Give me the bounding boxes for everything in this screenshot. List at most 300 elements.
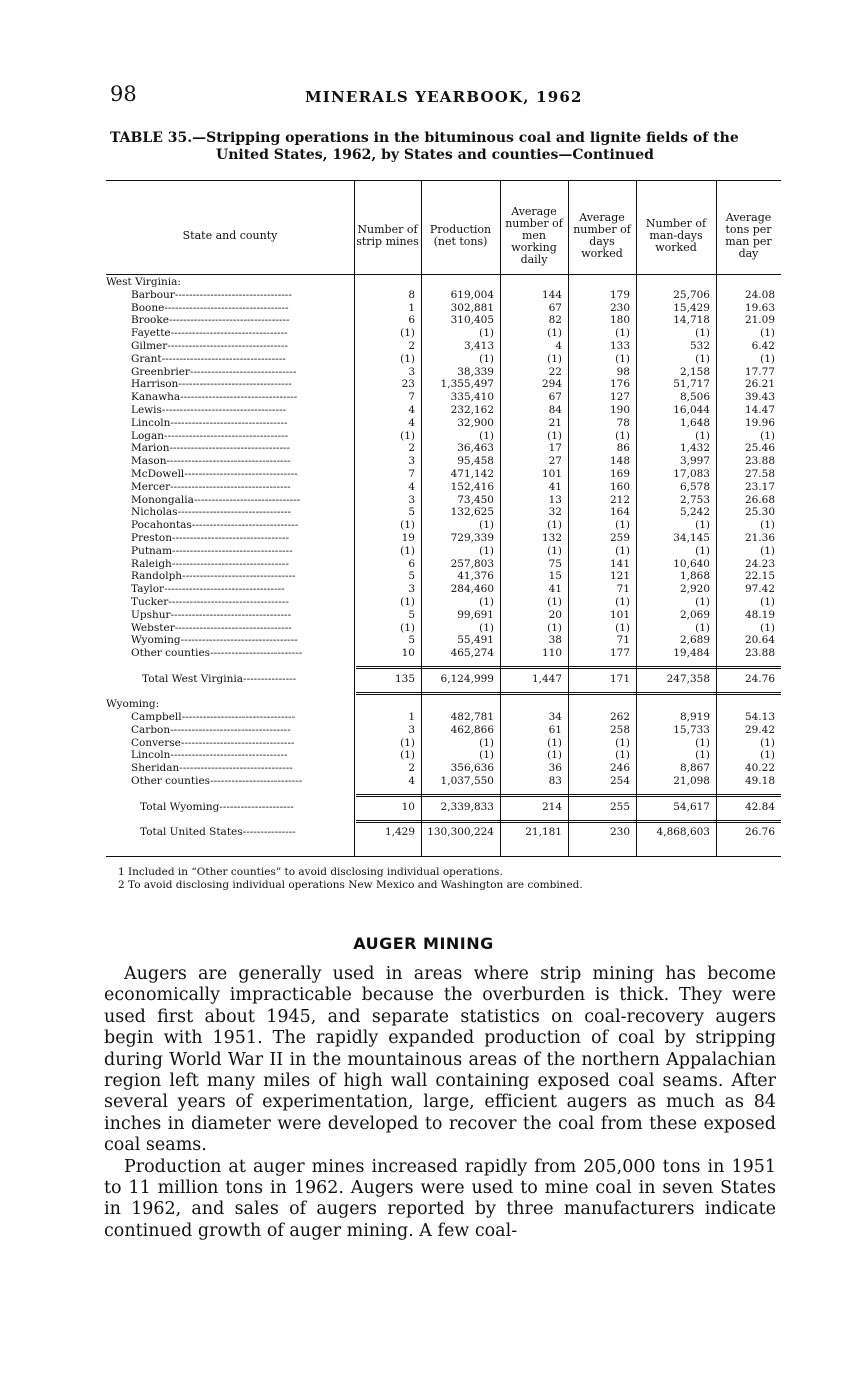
table-cell: 2,689 [679,634,710,647]
table-cell: (1) [400,749,415,762]
table-cell: (1) [547,544,562,557]
table-cell: 36 [548,762,562,775]
table-cell: 5 [408,634,415,647]
table-cell: Harrison-------------------------------- [131,378,292,391]
table-cell: Campbell-------------------------------- [131,711,296,724]
table-cell: 5,242 [679,506,710,519]
table-cell: 14.47 [744,403,775,416]
table-cell: Grant----------------------------------- [131,352,286,365]
table-cell: 258 [609,723,630,736]
table-cell: 17,083 [673,467,710,480]
table-cell: (1) [695,595,710,608]
table-cell: Wyoming: [106,698,160,711]
table-cell: (1) [547,352,562,365]
table-cell: 61 [548,723,562,736]
footnote: 2 To avoid disclosing individual operations New Mexico and Washington are combined. [118,879,583,891]
total-separator-rule [356,692,781,695]
table-cell: 1,868 [679,570,710,583]
table-cell: 34 [548,711,562,724]
table-cell: 19.63 [744,301,775,314]
table-cell: 95,458 [457,455,494,468]
table-cell: 110 [541,647,562,660]
table-cell: 135 [394,672,415,685]
table-cell: Greenbrier------------------------------ [131,365,297,378]
table-cell: West Virginia: [106,276,181,288]
table-cell: 141 [609,557,630,570]
table-cell: Taylor---------------------------------- [131,583,285,596]
col-days-worked [568,276,636,839]
table-cell: Total Wyoming--------------------- [140,800,294,813]
table-cell: (1) [615,352,630,365]
table-cell: 78 [616,416,630,429]
table-cell: Converse-------------------------------- [131,736,295,749]
table-cell: 19,484 [673,647,710,660]
table-cell: 247,358 [666,672,710,685]
table-cell: 230 [609,301,630,314]
table-cell: (1) [760,429,775,442]
table-cell: 729,339 [450,531,494,544]
table-cell: (1) [479,429,494,442]
header-col-state-county: State and county [182,229,278,242]
table-cell: 254 [609,775,630,788]
table-cell: 27 [548,455,562,468]
table-cell: (1) [760,749,775,762]
table-cell: 1 [408,711,415,724]
table-cell: 99,691 [457,608,494,621]
table-cell: Brooke---------------------------------- [131,314,290,327]
table-cell: Wyoming--------------------------------- [131,634,298,647]
table-title [110,130,790,164]
table-cell: 20 [548,608,562,621]
table-cell: (1) [615,595,630,608]
table-cell: (1) [479,519,494,532]
table-cell: Sheridan-------------------------------- [131,762,293,775]
paragraph: Augers are generally used in areas where strip mining has become economically impracticable because the overburden is thick. They were used first about 1945, and separate statistics on coal-recovery augers begin with 1951. The rapidly expanded production of coal by stripping during World War II in the mountainous areas of the northern Appalachian region left many miles of high wall containing exposed coal seams. After several years of experimentation, large, efficient augers as much as 84 inches in diameter were developed to recover the coal from these exposed coal seams. [104,964,776,1156]
footnote: 1 Included in “Other counties” to avoid disclosing individual operations. [118,866,503,878]
table-cell: 482,781 [450,711,494,724]
table-cell: 3 [408,493,415,506]
table-cell: (1) [547,621,562,634]
table-cell: 257,803 [450,557,494,570]
table-title-line1: TABLE 35.—Stripping operations in the bituminous coal and lignite fields of the [110,130,739,146]
table-cell: 2,920 [679,583,710,596]
table-cell: 8,506 [679,391,710,404]
table-cell: 284,460 [450,583,494,596]
table-cell: (1) [695,749,710,762]
table-cell: Randolph-------------------------------- [131,570,296,583]
table-cell: Logan----------------------------------- [131,429,289,442]
table-cell: 7 [408,467,415,480]
table-cell: (1) [695,736,710,749]
table-cell: (1) [547,749,562,762]
table-cell: 55,491 [457,634,494,647]
table-cell: (1) [760,327,775,340]
table-cell: 212 [609,493,630,506]
table-cell: 164 [609,506,630,519]
table-cell: 6 [408,557,415,570]
table-cell: (1) [760,352,775,365]
table-cell: 121 [609,570,630,583]
table-cell: 5 [408,506,415,519]
table-cell [568,698,636,711]
header-col-tons-per-man: Average tons per man per day [725,211,772,260]
table-cell [354,698,421,711]
table-cell [500,698,568,711]
table-cell: 21.36 [744,531,775,544]
table-cell: (1) [479,595,494,608]
table-cell: 7 [408,391,415,404]
table-cell: 54.13 [744,711,775,724]
table-cell: 17 [548,442,562,455]
table-cell: (1) [695,544,710,557]
table-cell: Mason----------------------------------- [131,455,291,468]
table-cell: 230 [609,826,630,839]
table-cell: 1,447 [531,672,562,685]
table-cell: 171 [609,672,630,685]
table-cell: 5 [408,608,415,621]
table-cell: Webster--------------------------------- [131,621,292,634]
table-cell: 34,145 [673,531,710,544]
table-cell: 3 [408,723,415,736]
table-cell: 2,158 [679,365,710,378]
table-cell: (1) [760,736,775,749]
table-cell: 246 [609,762,630,775]
table-cell: 152,416 [450,480,494,493]
table-cell: (1) [400,327,415,340]
table-cell: Fayette--------------------------------- [131,327,288,340]
table-cell: 82 [548,314,562,327]
table-cell: 262 [609,711,630,724]
table-cell: 8,867 [679,762,710,775]
table-cell: 465,274 [450,647,494,660]
table-cell: 49.18 [744,775,775,788]
table-cell: 177 [609,647,630,660]
table-cell: 32 [548,506,562,519]
table-cell: Nicholas-------------------------------- [131,506,292,519]
table-cell: Marion---------------------------------- [131,442,291,455]
table-cell: 23.17 [744,480,775,493]
table-cell: Other counties-------------------------- [131,775,303,788]
table-cell: 2 [408,762,415,775]
table-cell: 6 [408,314,415,327]
table-cell: 19 [401,531,415,544]
table-cell: Lincoln--------------------------------- [131,749,288,762]
table-cell [106,660,354,673]
table-cell: 38,339 [457,365,494,378]
table-cell: 15,429 [673,301,710,314]
total-separator-rule [356,820,781,823]
table-cell [636,698,716,711]
paragraph: Production at auger mines increased rapidly from 205,000 tons in 1951 to 11 million tons in 1962. Augers were used to mine coal in seven States in 1962, and sales of augers reported by three manufacturers indicate continued growth of auger mining. A few coal- [104,1156,776,1241]
table-cell: 2 [408,442,415,455]
data-table [106,176,781,860]
table-cell: Preston--------------------------------- [131,531,290,544]
table-cell: (1) [400,352,415,365]
col-production [421,276,500,839]
table-cell: 130,300,224 [427,826,494,839]
table-cell: (1) [695,621,710,634]
table-cell: McDowell-------------------------------- [131,467,298,480]
table-cell: Putnam---------------------------------- [131,544,293,557]
table-cell: 3 [408,455,415,468]
table-cell: 310,405 [450,314,494,327]
total-separator-rule [356,794,781,797]
table-cell: 10,640 [673,557,710,570]
table-cell: 5 [408,570,415,583]
col-strip-mines [354,276,421,839]
table-cell: 190 [609,403,630,416]
table-cell: 22 [548,365,562,378]
table-cell: 24.23 [744,557,775,570]
table-cell: 27.58 [744,467,775,480]
table-cell: 132,625 [450,506,494,519]
header-col-days-worked: Average number of days worked [573,211,631,260]
table-cell [421,698,500,711]
table-cell: (1) [400,595,415,608]
table-cell: 2 [408,339,415,352]
table-cell: 24.08 [744,288,775,301]
table-cell: 17.77 [744,365,775,378]
table-cell: 41 [548,583,562,596]
table-cell: (1) [479,749,494,762]
table-cell: 3,413 [463,339,494,352]
col-tons-per-man [716,276,781,839]
table-cell: 38 [548,634,562,647]
table-cell: Boone----------------------------------- [131,301,289,314]
table-cell [106,788,354,801]
table-cell: 6.42 [751,339,775,352]
table-cell: 26.68 [744,493,775,506]
table-cell: 41 [548,480,562,493]
table-cell: (1) [695,519,710,532]
table-cell: 25,706 [673,288,710,301]
table-cell: 1 [408,301,415,314]
table-cell: 2,069 [679,608,710,621]
table-cell: (1) [479,327,494,340]
table-cell: 26.76 [744,826,775,839]
table-cell: 39.43 [744,391,775,404]
table-cell: (1) [479,621,494,634]
table-cell: 10 [401,800,415,813]
table-cell: 294 [541,378,562,391]
table-cell: 6,124,999 [440,672,494,685]
col-state-county [106,276,354,839]
table-cell: 4 [408,416,415,429]
table-cell: 3,997 [679,455,710,468]
table-cell: 619,004 [450,288,494,301]
table-cell: (1) [760,544,775,557]
header-col-men-daily: Average number of men working daily [505,205,563,266]
table-cell: 148 [609,455,630,468]
table-cell: Other counties-------------------------- [131,647,303,660]
table-cell: (1) [547,736,562,749]
table-cell: 255 [609,800,630,813]
table-cell: 25.30 [744,506,775,519]
table-cell: 4 [408,775,415,788]
table-cell: (1) [760,621,775,634]
table-cell: (1) [400,544,415,557]
table-cell: (1) [695,327,710,340]
table-cell: (1) [400,429,415,442]
table-cell: 160 [609,480,630,493]
table-cell [568,276,636,289]
table-cell: 1,432 [679,442,710,455]
table-cell: 73,450 [457,493,494,506]
table-cell: 302,881 [450,301,494,314]
table-cell: 19.96 [744,416,775,429]
table-cell: (1) [615,736,630,749]
total-separator-rule [356,666,781,669]
table-top-rule [106,180,781,181]
table-cell: 20.64 [744,634,775,647]
table-cell [636,276,716,289]
table-cell: 40.22 [744,762,775,775]
table-cell: 51,717 [673,378,710,391]
body-text [104,964,776,1242]
table-cell: 4 [408,403,415,416]
table-cell: 176 [609,378,630,391]
table-cell: 101 [609,608,630,621]
table-cell: Barbour--------------------------------- [131,288,292,301]
table-cell: 132 [541,531,562,544]
table-cell: (1) [615,749,630,762]
page-number: 98 [110,82,137,106]
table-cell: 15 [548,570,562,583]
table-cell: (1) [547,519,562,532]
table-cell: 4 [408,480,415,493]
table-cell: 2,339,833 [440,800,494,813]
table-cell: 84 [548,403,562,416]
table-cell: 259 [609,531,630,544]
table-cell: Monongalia------------------------------ [131,493,301,506]
table-cell: 4,868,603 [656,826,710,839]
table-cell: Lewis----------------------------------- [131,403,287,416]
table-cell: 232,162 [450,403,494,416]
table-cell: 23.88 [744,455,775,468]
table-cell: 21 [548,416,562,429]
table-cell: 29.42 [744,723,775,736]
table-cell: 133 [609,339,630,352]
table-cell: 14,718 [673,314,710,327]
table-cell: 41,376 [457,570,494,583]
running-head: MINERALS YEARBOOK, 1962 [305,88,583,106]
table-cell: (1) [615,429,630,442]
table-cell: (1) [695,429,710,442]
table-cell: 97.42 [744,583,775,596]
table-cell: 21,098 [673,775,710,788]
table-cell: Raleigh--------------------------------- [131,557,289,570]
table-cell: (1) [760,519,775,532]
table-cell: (1) [400,519,415,532]
table-cell: (1) [479,736,494,749]
table-cell: (1) [695,352,710,365]
table-cell [716,276,781,289]
table-cell: 214 [541,800,562,813]
table-cell: 24.76 [744,672,775,685]
table-cell [500,276,568,289]
table-cell: Mercer---------------------------------- [131,480,291,493]
header-col-production: Production (net tons) [429,223,492,248]
table-cell: 2,753 [679,493,710,506]
table-cell: Gilmer---------------------------------- [131,339,288,352]
table-cell: (1) [479,352,494,365]
table-cell: 1,648 [679,416,710,429]
table-cell: (1) [547,327,562,340]
table-cell: 1,355,497 [440,378,494,391]
table-cell: 356,636 [450,762,494,775]
table-cell [421,276,500,289]
table-cell: 471,142 [450,467,494,480]
table-cell: 532 [689,339,710,352]
table-cell: 67 [548,301,562,314]
table-cell: 8 [408,288,415,301]
table-cell: 335,410 [450,391,494,404]
table-cell: (1) [615,519,630,532]
table-cell: 98 [616,365,630,378]
table-cell: 179 [609,288,630,301]
table-cell: (1) [615,621,630,634]
table-cell [716,698,781,711]
table-cell: 25.46 [744,442,775,455]
table-cell [106,813,354,826]
table-cell: 32,900 [457,416,494,429]
table-cell: 169 [609,467,630,480]
table-cell: (1) [479,544,494,557]
header-col-man-days: Number of man-days worked [645,217,707,254]
table-cell: (1) [760,595,775,608]
table-cell: 4 [555,339,562,352]
table-cell: 10 [401,647,415,660]
table-cell: 26.21 [744,378,775,391]
table-cell: (1) [615,327,630,340]
table-cell: Lincoln--------------------------------- [131,416,288,429]
table-cell: Kanawha--------------------------------- [131,391,298,404]
table-cell: 71 [616,583,630,596]
table-cell: (1) [400,736,415,749]
table-cell: 6,578 [679,480,710,493]
table-cell: 3 [408,583,415,596]
table-cell [354,276,421,289]
table-cell: 180 [609,314,630,327]
table-cell: (1) [400,621,415,634]
table-cell: 1,429 [384,826,415,839]
table-bottom-rule [106,856,781,857]
table-cell: (1) [615,544,630,557]
table-cell: 462,866 [450,723,494,736]
table-cell: (1) [547,595,562,608]
section-heading: AUGER MINING [353,934,494,953]
table-cell: Upshur---------------------------------- [131,608,292,621]
table-cell: 54,617 [673,800,710,813]
table-cell: Tucker---------------------------------- [131,595,289,608]
table-cell: 144 [541,288,562,301]
table-cell: 86 [616,442,630,455]
table-cell: 15,733 [673,723,710,736]
table-cell: Total United States--------------- [140,826,296,839]
table-cell: (1) [547,429,562,442]
table-cell: 23.88 [744,647,775,660]
table-cell: 1,037,550 [440,775,494,788]
table-cell: 48.19 [744,608,775,621]
table-cell: Total West Virginia--------------- [142,672,297,685]
table-cell: 21,181 [525,826,562,839]
table-cell: 127 [609,391,630,404]
table-cell: 13 [548,493,562,506]
col-man-days [636,276,716,839]
table-cell: 3 [408,365,415,378]
table-cell: Pocahontas------------------------------ [131,519,299,532]
table-cell: 16,044 [673,403,710,416]
